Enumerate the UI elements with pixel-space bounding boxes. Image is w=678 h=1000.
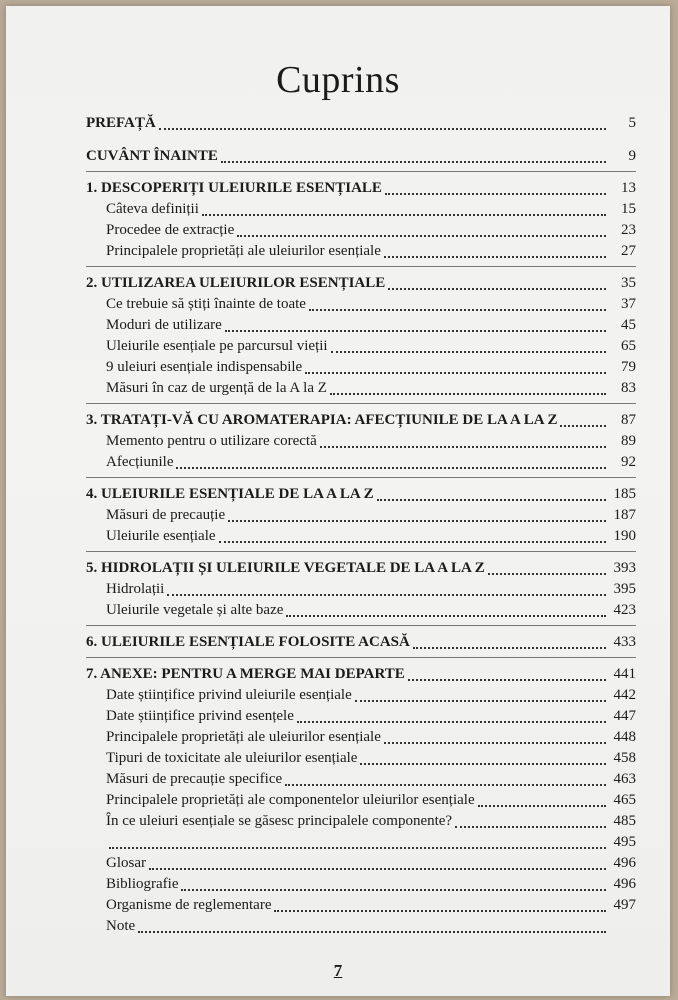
toc-entry-label: Procedee de extracție <box>106 222 235 238</box>
dot-leader <box>384 256 606 258</box>
toc-entry-row <box>86 452 636 473</box>
toc-entry-row <box>86 832 636 853</box>
toc-chapter-row <box>86 410 636 431</box>
toc-entry-label: Tipuri de toxicitate ale uleiurilor esențiale <box>106 750 358 766</box>
dot-leader <box>560 425 606 427</box>
dot-leader <box>219 541 606 543</box>
toc-page-number: 441 <box>613 666 636 682</box>
toc-entry-label: Memento pentru o utilizare corectă <box>106 433 317 449</box>
toc-entry-label: Măsuri în caz de urgență de la A la Z <box>106 380 327 396</box>
toc-page-number: 23 <box>621 222 636 238</box>
toc-page-number: 92 <box>621 454 636 470</box>
toc-entry-row <box>86 706 636 727</box>
toc-page-number: 15 <box>621 201 636 217</box>
dot-leader <box>221 161 606 163</box>
section-divider <box>86 171 636 172</box>
toc-page-number: 448 <box>613 729 636 745</box>
toc-entry-row <box>86 685 636 706</box>
toc-chapter-row <box>86 632 636 653</box>
dot-leader <box>176 467 606 469</box>
toc-entry-row <box>86 199 636 220</box>
toc-page-number: 79 <box>621 359 636 375</box>
table-of-contents <box>86 111 636 937</box>
dot-leader <box>225 330 606 332</box>
toc-entry-label: Uleiurile esențiale pe parcursul vieții <box>106 338 328 354</box>
toc-entry-label: Principalele proprietăți ale uleiurilor esențiale <box>106 729 381 745</box>
toc-entry-label: Note <box>106 918 136 934</box>
toc-entry-label: Hidrolații <box>106 581 165 597</box>
toc-page-number: 185 <box>613 486 636 502</box>
dot-leader <box>286 615 606 617</box>
toc-chapter-row <box>86 146 636 167</box>
toc-entry-label: 4. ULEIURILE ESENȚIALE DE LA A LA Z <box>86 486 374 502</box>
toc-entry-row <box>86 220 636 241</box>
dot-leader <box>181 889 606 891</box>
dot-leader <box>331 351 606 353</box>
toc-entry-row <box>86 431 636 452</box>
toc-entry-row <box>86 748 636 769</box>
dot-leader <box>320 446 606 448</box>
toc-page-number: 45 <box>621 317 636 333</box>
dot-leader <box>355 700 606 702</box>
dot-leader <box>297 721 606 723</box>
section-divider <box>86 625 636 626</box>
toc-entry-row <box>86 895 636 916</box>
dot-leader <box>274 910 606 912</box>
toc-entry-label: Organisme de reglementare <box>106 897 272 913</box>
toc-chapter-row <box>86 484 636 505</box>
toc-entry-label: 7. ANEXE: PENTRU A MERGE MAI DEPARTE <box>86 666 405 682</box>
toc-entry-row <box>86 853 636 874</box>
toc-entry-label: PREFAȚĂ <box>86 115 156 131</box>
section-divider <box>86 266 636 267</box>
toc-entry-row <box>86 874 636 895</box>
toc-chapter-row <box>86 664 636 685</box>
toc-entry-row <box>86 357 636 378</box>
dot-leader <box>455 826 606 828</box>
toc-page-number: 65 <box>621 338 636 354</box>
toc-page-number: 89 <box>621 433 636 449</box>
toc-page-number: 496 <box>613 876 636 892</box>
toc-page-number: 465 <box>613 792 636 808</box>
dot-leader <box>488 573 606 575</box>
dot-leader <box>413 647 606 649</box>
dot-leader <box>167 594 606 596</box>
toc-entry-label: Afecțiunile <box>106 454 174 470</box>
toc-chapter-row <box>86 558 636 579</box>
toc-page-number: 447 <box>613 708 636 724</box>
toc-entry-row <box>86 315 636 336</box>
toc-page-number: 495 <box>613 834 636 850</box>
toc-entry-label: Câteva definiții <box>106 201 199 217</box>
dot-leader <box>237 235 606 237</box>
dot-leader <box>285 784 606 786</box>
toc-entry-row <box>86 727 636 748</box>
dot-leader <box>138 931 606 933</box>
toc-entry-label: Principalele proprietăți ale componentelor uleiurilor esențiale <box>106 792 475 808</box>
dot-leader <box>388 288 606 290</box>
toc-page-number: 463 <box>613 771 636 787</box>
dot-leader <box>305 372 606 374</box>
dot-leader <box>149 868 606 870</box>
dot-leader <box>309 309 606 311</box>
toc-entry-label: Glosar <box>106 855 146 871</box>
toc-page-number: 485 <box>613 813 636 829</box>
toc-page-number: 496 <box>613 855 636 871</box>
toc-entry-label: Uleiurile vegetale și alte baze <box>106 602 284 618</box>
toc-entry-row <box>86 505 636 526</box>
toc-page-number: 83 <box>621 380 636 396</box>
toc-entry-label: Ce trebuie să știți înainte de toate <box>106 296 306 312</box>
toc-page-number: 9 <box>628 148 636 164</box>
toc-entry-row <box>86 336 636 357</box>
toc-entry-label: Uleiurile esențiale <box>106 528 216 544</box>
toc-page-number: 13 <box>621 180 636 196</box>
section-divider <box>86 477 636 478</box>
toc-entry-label: 9 uleiuri esențiale indispensabile <box>106 359 303 375</box>
page-title: Cuprins <box>276 59 400 101</box>
dot-leader <box>377 499 606 501</box>
toc-page-number: 87 <box>621 412 636 428</box>
toc-page-number: 423 <box>613 602 636 618</box>
toc-entry-label: Date științifice privind esențele <box>106 708 294 724</box>
dot-leader <box>360 763 606 765</box>
dot-leader <box>159 128 606 130</box>
toc-entry-label: 3. TRATAȚI-VĂ CU AROMATERAPIA: AFECȚIUNILE DE LA A LA Z <box>86 412 558 428</box>
toc-entry-row <box>86 769 636 790</box>
toc-page-number: 395 <box>613 581 636 597</box>
toc-entry-row <box>86 294 636 315</box>
section-divider <box>86 657 636 658</box>
toc-entry-label: În ce uleiuri esențiale se găsesc principalele componente? <box>106 813 453 829</box>
dot-leader <box>228 520 606 522</box>
section-divider <box>86 403 636 404</box>
dot-leader <box>202 214 606 216</box>
toc-page-number: 442 <box>613 687 636 703</box>
toc-entry-label: 5. HIDROLAȚII ȘI ULEIURILE VEGETALE DE LA A LA Z <box>86 560 485 576</box>
dot-leader <box>408 679 606 681</box>
toc-page-number: 187 <box>613 507 636 523</box>
toc-page-number: 35 <box>621 275 636 291</box>
dot-leader <box>330 393 606 395</box>
toc-entry-row <box>86 378 636 399</box>
toc-entry-label: CUVÂNT ÎNAINTE <box>86 148 218 164</box>
toc-entry-row <box>86 526 636 547</box>
toc-entry-row <box>86 579 636 600</box>
toc-entry-label: Măsuri de precauție specifice <box>106 771 283 787</box>
toc-entry-row <box>86 916 636 937</box>
toc-page-number: 37 <box>621 296 636 312</box>
page-number: 7 <box>333 961 343 980</box>
toc-entry-label: 6. ULEIURILE ESENȚIALE FOLOSITE ACASĂ <box>86 634 410 650</box>
toc-entry-label: Date științifice privind uleiurile esențiale <box>106 687 352 703</box>
toc-page-number: 497 <box>613 897 636 913</box>
toc-entry-row <box>86 241 636 262</box>
toc-page-number: 433 <box>613 634 636 650</box>
spacer <box>86 134 636 144</box>
toc-chapter-row <box>86 113 636 134</box>
dot-leader <box>385 193 606 195</box>
book-page <box>6 6 670 996</box>
dot-leader <box>384 742 606 744</box>
toc-entry-label: Măsuri de precauție <box>106 507 226 523</box>
toc-entry-label: 2. UTILIZAREA ULEIURILOR ESENȚIALE <box>86 275 386 291</box>
toc-entry-row <box>86 790 636 811</box>
toc-entry-label: Principalele proprietăți ale uleiurilor esențiale <box>106 243 381 259</box>
toc-entry-row <box>86 600 636 621</box>
toc-entry-label: Moduri de utilizare <box>106 317 222 333</box>
toc-page-number: 393 <box>613 560 636 576</box>
toc-chapter-row <box>86 178 636 199</box>
toc-page-number: 5 <box>628 115 636 131</box>
toc-entry-row <box>86 811 636 832</box>
toc-page-number: 458 <box>613 750 636 766</box>
toc-page-number: 27 <box>621 243 636 259</box>
toc-chapter-row <box>86 273 636 294</box>
toc-page-number: 190 <box>613 528 636 544</box>
dot-leader <box>478 805 606 807</box>
toc-entry-label: 1. DESCOPERIȚI ULEIURILE ESENȚIALE <box>86 180 382 196</box>
dot-leader <box>109 847 606 849</box>
section-divider <box>86 551 636 552</box>
toc-entry-label: Bibliografie <box>106 876 179 892</box>
